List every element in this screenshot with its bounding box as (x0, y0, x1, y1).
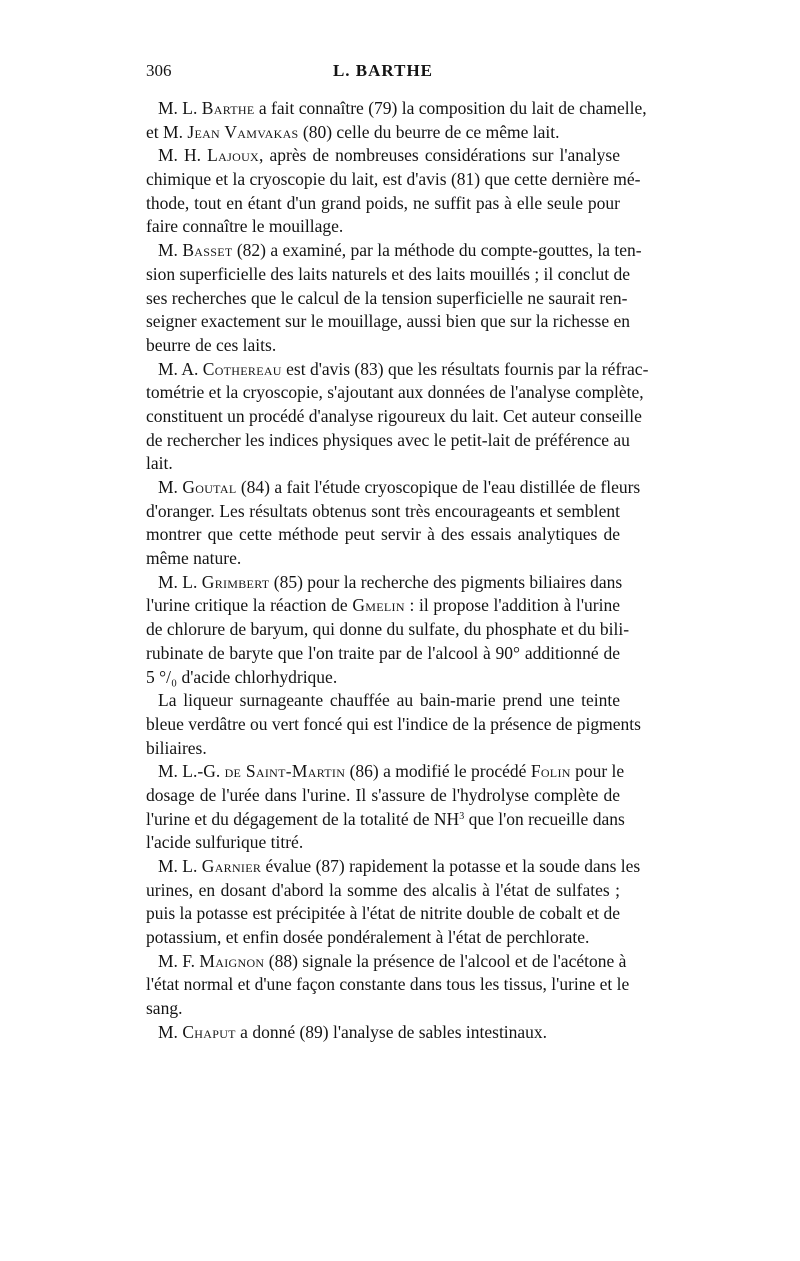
text-run: de rechercher les indices physiques avec le petit-lait de préférence au (146, 429, 630, 450)
text-line (146, 997, 620, 1021)
author-name: Folin (530, 761, 571, 782)
text-run: urines, en dosant d'abord la somme des alcalis à l'état de sulfates ; (146, 879, 620, 900)
text-run: M. H. (158, 145, 208, 166)
text-run: ses recherches que le calcul de la tension superficielle ne saurait ren- (146, 287, 628, 308)
text-run: l'état normal et d'une façon constante dans tous les tissus, l'urine et le (146, 974, 630, 995)
author-name: Maignon (199, 950, 265, 971)
text-line (146, 1021, 620, 1045)
text-line (146, 263, 631, 287)
text-run: M. (158, 1021, 183, 1042)
author-name: de Saint-Martin (224, 761, 346, 782)
author-name: Garnier (201, 856, 262, 876)
text-run: (85) pour la recherche des pigments biliaires dans (269, 571, 623, 592)
text-line (146, 239, 642, 263)
author-name: Chaput (182, 1021, 236, 1042)
body-text (146, 97, 649, 1045)
author-name: Goutal (182, 477, 237, 497)
text-run: : il propose l'addition à l'urine (404, 595, 621, 616)
text-line (146, 381, 644, 405)
text-run: d'oranger. Les résultats obtenus sont très encourageants et semblent (146, 500, 620, 521)
running-head: L. BARTHE (332, 61, 434, 80)
text-line (146, 902, 620, 926)
text-run: M. (158, 240, 183, 261)
text-run: tométrie et la cryoscopie, s'ajoutant aux données de l'analyse complète, (146, 382, 644, 403)
text-line (146, 121, 620, 145)
text-run: thode, tout en étant d'un grand poids, ne suffit pas à elle seule pour (146, 192, 620, 213)
text-run: même nature. (146, 548, 242, 569)
text-line (146, 405, 642, 429)
text-run: de chlorure de baryum, qui donne du sulfate, du phosphate et du bili- (146, 619, 630, 640)
text-run: potassium, et enfin dosée pondéralement à l'état de perchlorate. (146, 927, 590, 948)
text-line (146, 358, 649, 382)
text-run: sion superficielle des laits naturels et des laits mouillés ; il conclut de (146, 263, 631, 284)
text-run: (82) a examiné, par la méthode du compte-gouttes, la ten- (232, 240, 642, 261)
text-run: M. L. (158, 571, 202, 592)
text-line (146, 571, 623, 595)
text-run: (86) a modifié le procédé (345, 761, 531, 782)
text-run: pour le (570, 761, 625, 782)
text-line (146, 523, 620, 547)
text-line (146, 144, 620, 168)
text-run: (84) a fait l'étude cryoscopique de l'eau distillée de fleurs (236, 477, 641, 497)
text-run: M. F. (158, 950, 200, 971)
page-number: 306 (146, 61, 172, 80)
text-line (146, 855, 641, 879)
text-line (146, 831, 620, 855)
text-run: chimique et la cryoscopie du lait, est d'avis (81) que cette dernière mé- (146, 169, 641, 190)
text-line (146, 808, 625, 832)
text-run: (80) celle du beurre de ce même lait. (298, 121, 560, 142)
text-line (146, 950, 627, 974)
text-line (146, 926, 620, 950)
text-run: que l'on recueille dans (464, 808, 625, 829)
text-run: M. A. (158, 358, 203, 379)
text-line (146, 334, 620, 358)
text-run: puis la potasse est précipitée à l'état de nitrite double de cobalt et de (146, 903, 621, 924)
text-line (146, 618, 630, 642)
text-run: seigner exactement sur le mouillage, aussi bien que sur la richesse en (146, 311, 631, 332)
text-run: évalue (87) rapidement la potasse et la soude dans les (261, 856, 641, 876)
text-run: , après de nombreuses considérations sur l'analyse (259, 145, 621, 166)
text-line (146, 642, 620, 666)
text-line (146, 452, 620, 476)
text-run: montrer que cette méthode peut servir à des essais analytiques de (146, 524, 620, 545)
author-name: Grimbert (201, 571, 270, 592)
text-line (146, 168, 641, 192)
text-run: est d'avis (83) que les résultats fournis par la réfrac- (281, 358, 649, 379)
text-run: lait. (146, 453, 173, 474)
text-run: 5 °/₀ d'acide chlorhydrique. (146, 666, 338, 687)
text-run: (88) signale la présence de l'alcool et de l'acétone à (264, 950, 627, 971)
text-line (146, 192, 620, 216)
text-line (146, 666, 620, 690)
text-line (146, 737, 620, 761)
text-run: sang. (146, 998, 183, 1019)
text-line (146, 784, 620, 808)
text-run: a fait connaître (79) la composition du lait de chamelle, (254, 98, 647, 118)
text-run: dosage de l'urée dans l'urine. Il s'assure de l'hydrolyse complète de (146, 784, 620, 805)
text-run: et M. (146, 121, 188, 142)
text-run: l'acide sulfurique titré. (146, 832, 304, 853)
text-line (146, 689, 620, 713)
author-name: Jean Vamvakas (187, 121, 299, 142)
text-line (146, 476, 641, 500)
superscript: 3 (459, 810, 465, 822)
text-line (146, 429, 630, 453)
author-name: Gmelin (352, 595, 405, 616)
text-run: l'urine critique la réaction de (146, 595, 353, 616)
text-line (146, 215, 620, 239)
text-line (146, 594, 620, 618)
text-run: La liqueur surnageante chauffée au bain-marie prend une teinte (158, 690, 620, 711)
author-name: Barthe (201, 98, 255, 118)
text-run: beurre de ces laits. (146, 334, 277, 355)
text-line (146, 97, 647, 121)
text-line (146, 287, 628, 311)
author-name: Lajoux (207, 145, 259, 166)
text-run: constituent un procédé d'analyse rigoureux du lait. Cet auteur conseille (146, 405, 642, 426)
text-line (146, 760, 625, 784)
text-run: rubinate de baryte que l'on traite par de l'alcool à 90° additionné de (146, 642, 620, 663)
text-run: a donné (89) l'analyse de sables intestinaux. (235, 1021, 548, 1042)
text-run: M. (158, 477, 183, 497)
text-line (146, 879, 620, 903)
text-line (146, 310, 631, 334)
text-run: M. L.-G. (158, 761, 225, 782)
text-line (146, 547, 620, 571)
text-run: faire connaître le mouillage. (146, 216, 344, 237)
text-run: M. L. (158, 98, 202, 118)
text-line (146, 973, 630, 997)
author-name: Cothereau (202, 358, 282, 379)
text-line (146, 500, 620, 524)
text-run: bleue verdâtre ou vert foncé qui est l'indice de la présence de pigments (146, 713, 641, 734)
author-name: Basset (182, 240, 233, 261)
text-run: biliaires. (146, 737, 207, 758)
text-run: M. L. (158, 856, 202, 876)
page-header (146, 61, 620, 87)
text-line (146, 713, 641, 737)
text-run: l'urine et du dégagement de la totalité de NH (146, 808, 460, 829)
